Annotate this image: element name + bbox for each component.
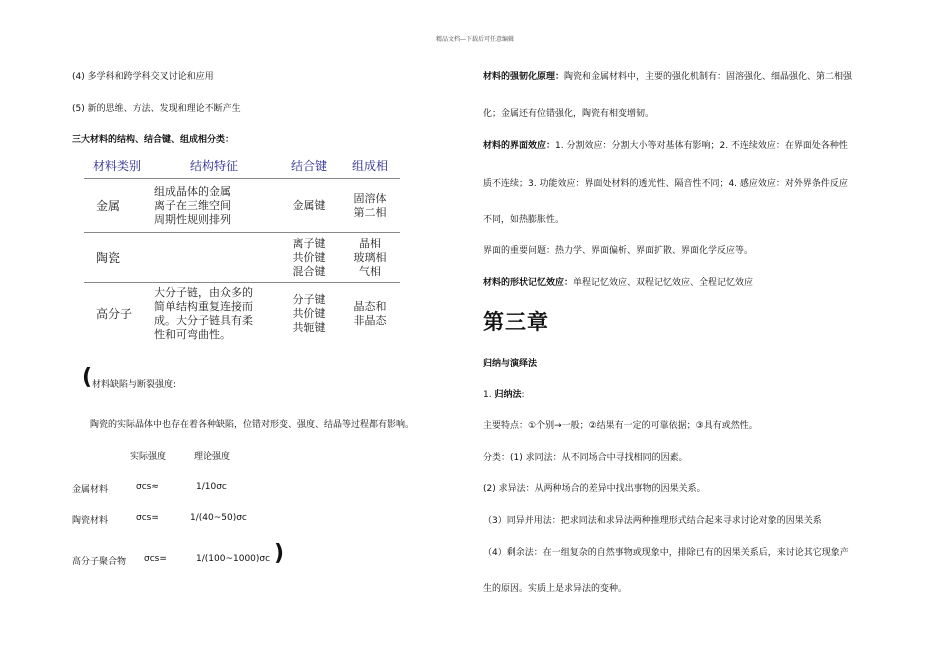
interface-effect-cont2: 不同，如热膨胀性。 (483, 215, 565, 225)
cell-bond: 分子键 共价键 共轭键 (292, 292, 326, 334)
close-parenthesis: ) (274, 541, 285, 566)
header-phase: 组成相 (340, 152, 400, 179)
cell-phase: 固溶体 第二相 (340, 179, 400, 233)
cell-name: 高分子 (96, 306, 133, 321)
method-3: （3）同异并用法：把求同法和求异法两种推理形式结合起来寻求讨论对象的因果关系 (483, 516, 822, 526)
table-row (84, 233, 400, 283)
section-title: 归纳与演绎法 (483, 359, 538, 369)
cell-phase: 晶相 玻璃相 气相 (340, 233, 400, 283)
cell-bond: 金属键 (278, 179, 340, 233)
cell-feature (150, 233, 278, 283)
strengthening-principle: 材料的强韧化原理：陶瓷和金属材料中，主要的强化机制有：固溶强化、细晶强化、第二相强 (483, 72, 853, 82)
strengthening-principle-cont: 化；金属还有位错强化，陶瓷有相变增韧。 (483, 109, 655, 119)
defect-text: 陶瓷的实际晶体中也存在着各种缺陷，位错对形变、强度、结晶等过程都有影响。 (90, 420, 415, 430)
table-header-row (84, 152, 400, 179)
list-item-4: (4) 多学科和跨学科交叉讨论和应用 (72, 72, 214, 82)
shape-memory-effect: 材料的形状记忆效应：单程记忆效应、双程记忆效应、全程记忆效应 (483, 278, 754, 288)
header-bond: 结合键 (278, 152, 340, 179)
ceramic-real: σcs= (136, 513, 159, 523)
method-4: （4）剩余法：在一组复杂的自然事物或现象中，排除已有的因果关系后，来讨论其它现象产 (483, 548, 849, 558)
metal-theory: 1/10σc (196, 482, 227, 492)
method-1: 分类：(1) 求同法：从不同场合中寻找相同的因素。 (483, 453, 688, 463)
method-2: (2) 求异法：从两种场合的差异中找出事物的因果关系。 (483, 484, 706, 494)
page-header: 精品文档---下载后可任意编辑 (435, 36, 515, 43)
chapter-title: 第三章 (483, 310, 549, 334)
ceramic-label: 陶瓷材料 (72, 516, 109, 526)
table-row (84, 179, 400, 233)
induction-features: 主要特点：①个别→一般；②结果有一定的可靠依据；③具有或然性。 (483, 421, 758, 431)
col-theory-strength: 理论强度 (194, 452, 231, 462)
table-caption: 三大材料的结构、结合键、组成相分类： (72, 135, 235, 145)
cell-phase: 晶态和 非晶态 (353, 299, 387, 327)
induction-heading: 1. 归纳法: (483, 390, 525, 400)
col-real-strength: 实际强度 (130, 452, 167, 462)
interface-issues: 界面的重要问题：热力学、界面偏析、界面扩散、界面化学反应等。 (483, 246, 754, 256)
interface-effect: 材料的界面效应：1. 分割效应：分割大小等对基体有影响；2. 不连续效应：在界面处各种性 (483, 141, 848, 151)
metal-real: σcs≈ (136, 482, 159, 492)
method-4-cont: 生的原因。实质上是求异法的变种。 (483, 584, 628, 594)
list-item-5: (5) 新的思维、方法、发现和理论不断产生 (72, 104, 241, 114)
materials-table (84, 152, 400, 345)
polymer-label: 高分子聚合物 (72, 557, 127, 567)
ceramic-theory: 1/(40~50)σc (190, 513, 247, 523)
polymer-real: σcs= (144, 554, 167, 564)
table-row (84, 283, 400, 345)
header-material-type: 材料类别 (84, 152, 150, 179)
cell-feature: 组成晶体的金属 离子在三维空间 周期性规则排列 (150, 179, 278, 233)
open-parenthesis: ( (82, 365, 93, 390)
metal-label: 金属材料 (72, 485, 109, 495)
header-structure: 结构特征 (150, 152, 278, 179)
interface-effect-cont: 质不连续；3. 功能效应：界面处材料的透光性、隔音性不同；4. 感应效应：对外界条件反应 (483, 179, 848, 189)
polymer-theory: 1/(100~1000)σc (196, 554, 271, 564)
cell-feature: 大分子链，由众多的 简单结构重复连接而 成。大分子链具有柔 性和可弯曲性。 (154, 285, 253, 341)
cell-name: 金属 (84, 179, 150, 233)
cell-bond: 离子键 共价键 混合键 (278, 233, 340, 283)
defect-title: 材料缺陷与断裂强度: (92, 380, 177, 390)
cell-name: 陶瓷 (84, 233, 150, 283)
